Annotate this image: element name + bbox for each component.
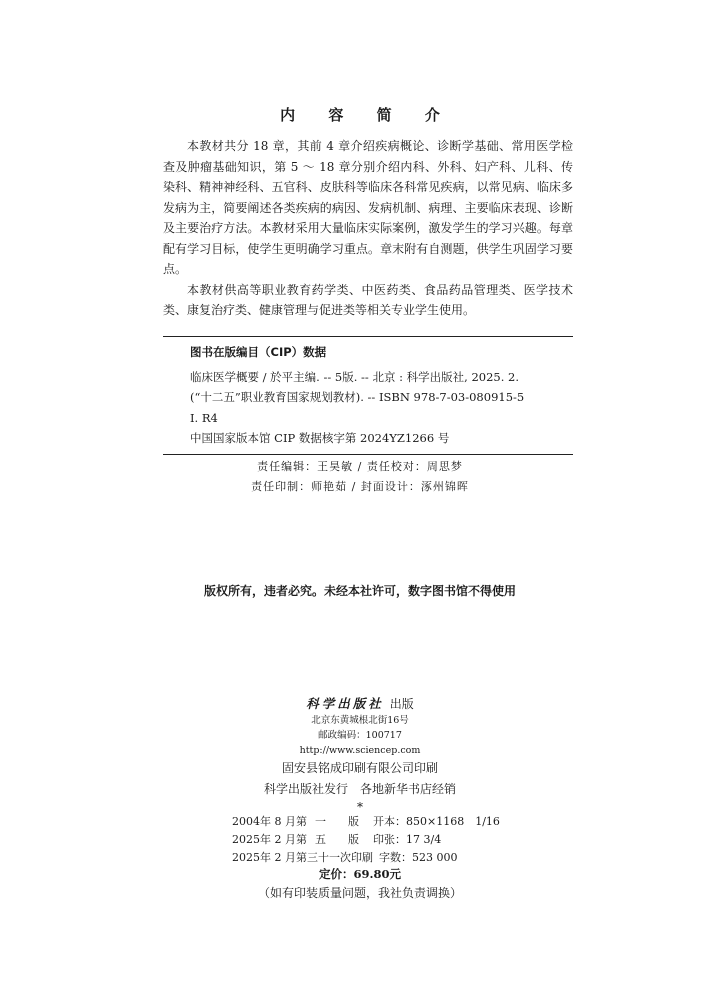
intro-text: [163, 136, 573, 321]
footer-note: （如有印装质量问题，我社负责调换）: [257, 886, 462, 900]
edition-spec: 字数：523 000: [379, 851, 458, 864]
publisher-block: [0, 695, 720, 814]
cip-heading: 图书在版编目（CIP）数据: [190, 345, 327, 359]
cip-line: 中国国家版本馆 CIP 数据核字第 2024YZ1266 号: [190, 431, 450, 445]
divider-bottom: [163, 454, 573, 455]
edition-date: 2004年 8 月第: [232, 815, 307, 828]
edition-number: 五 版: [315, 833, 359, 846]
intro-paragraph: 本教材供高等职业教育药学类、中医药类、食品药品管理类、医学技术类、康复治疗类、健康管理与促进类等相关专业学生使用。: [163, 282, 573, 317]
edition-row: [232, 813, 500, 831]
edition-details: [232, 813, 500, 867]
edition-row: [232, 849, 500, 867]
cip-block: [190, 342, 573, 449]
publisher-website: http://www.sciencep.com: [299, 745, 421, 756]
edition-spec: 开本：850×1168 1/16: [373, 815, 500, 828]
edition-number: 一 版: [315, 815, 359, 828]
edition-date: 2025年 2 月第: [232, 833, 307, 846]
edition-row: [232, 831, 500, 849]
separator-star: *: [357, 800, 363, 814]
copyright-notice: 版权所有，违者必究。未经本社许可，数字图书馆不得使用: [203, 584, 516, 598]
publisher-logo: 科学出版社: [306, 696, 384, 711]
edition-spec: 印张：17 3/4: [373, 833, 442, 846]
staff-credits: [0, 457, 720, 497]
edition-date: 2025年 2 月第三十一次印刷: [232, 851, 373, 864]
divider-top: [163, 336, 573, 337]
publisher-postcode: 邮政编码：100717: [318, 730, 402, 741]
cip-line: 临床医学概要 / 於平主编. -- 5版. -- 北京 : 科学出版社, 2025. 2.: [190, 369, 520, 384]
cip-line: (“十二五”职业教育国家规划教材). -- ISBN 978-7-03-080915-5: [190, 390, 525, 404]
staff-line: 责任编辑：王昊敏 / 责任校对：周思梦: [257, 460, 463, 473]
publisher-address: 北京东黄城根北街16号: [311, 715, 409, 726]
cip-line: Ⅰ. R4: [190, 410, 218, 425]
page-title: 内 容 简 介: [280, 106, 454, 124]
distribution-info: 科学出版社发行 各地新华书店经销: [263, 782, 456, 796]
staff-line: 责任印制：师艳茹 / 封面设计：涿州锦晖: [251, 480, 469, 493]
intro-paragraph: 本教材共分 18 章，其前 4 章介绍疾病概论、诊断学基础、常用医学检查及肿瘤基础知识，第 5 ～ 18 章分别介绍内科、外科、妇产科、儿科、传染科、精神神经科、五官科、皮肤科等临床各科常见疾病，以常见病、临床多发病为主，简要阐述各类疾病的病因、发病机制、病理、主要临床表现、诊断及主要治疗方法。本教材采用大量临床实际案例，激发学生的学习兴趣。每章配有学习目标，使学生更明确学习重点。章末附有自测题，供学生巩固学习要点。: [163, 139, 573, 276]
printer-info: 固安县铭成印刷有限公司印刷: [281, 761, 438, 775]
price: 定价：69.80元: [318, 867, 401, 881]
publisher-logo-suffix: 出版: [389, 697, 414, 711]
